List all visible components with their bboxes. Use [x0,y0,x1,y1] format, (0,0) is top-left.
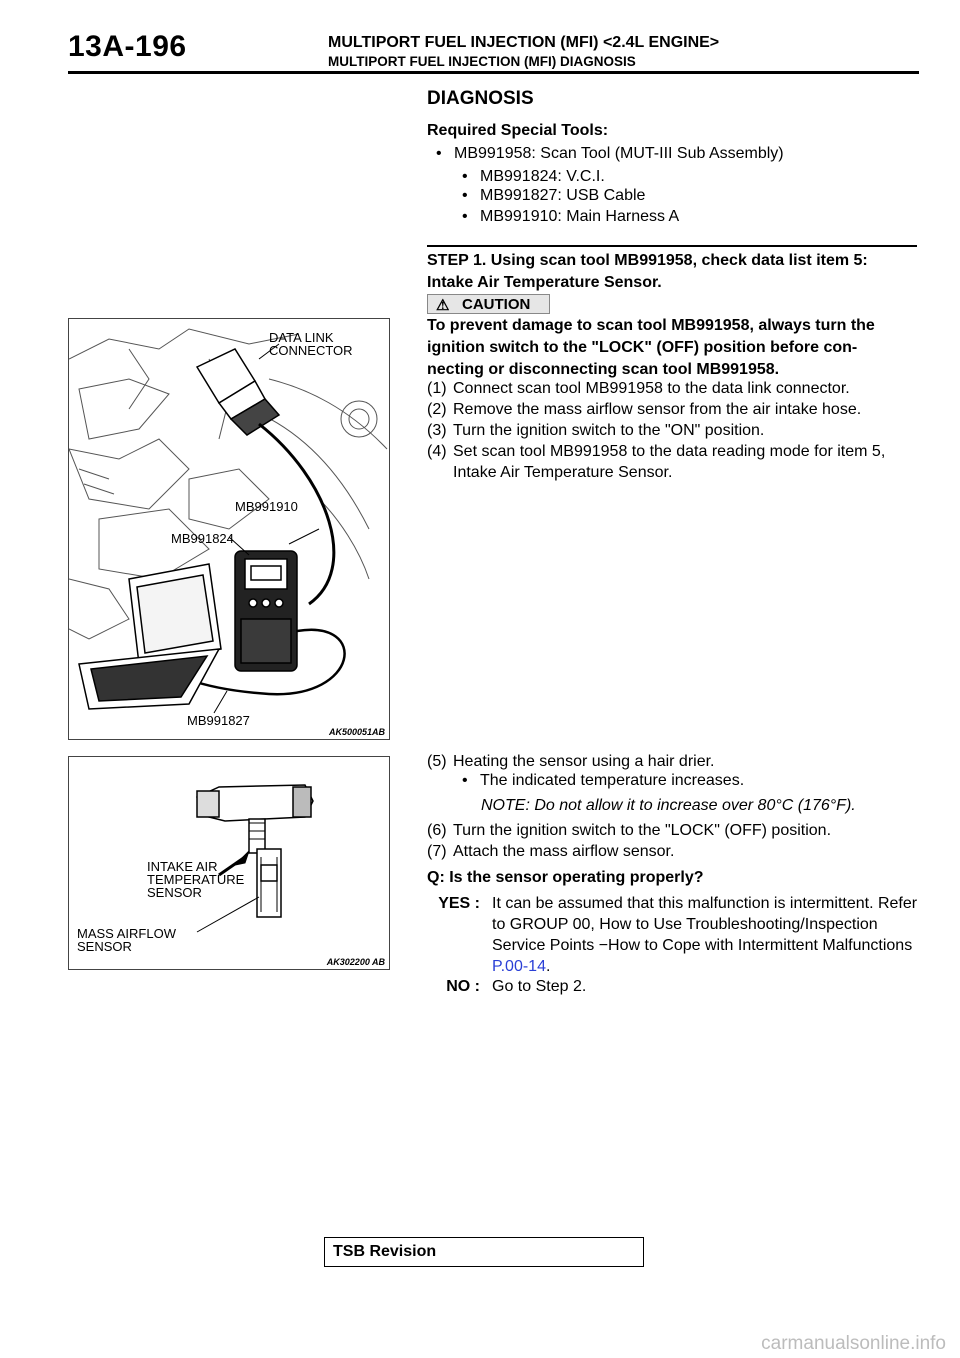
caution-label: CAUTION [462,296,531,313]
scan-tool-figure [68,318,390,740]
caution-box [427,294,550,314]
procedure-step: (3) Turn the ignition switch to the "ON" position. [427,422,765,439]
note-text: NOTE: Do not allow it to increase over 80°C (176°F). [481,797,856,814]
yes-answer [422,893,922,981]
watermark: carmanualsonline.info [761,1333,946,1354]
usb-callout: MB991827 [187,713,250,728]
tool-item: • MB991958: Scan Tool (MUT-III Sub Assembly) [436,145,784,162]
tool-item: • MB991827: USB Cable [462,187,646,204]
step-rule [427,245,917,247]
iat-sensor-callout: INTAKE AIR TEMPERATURE SENSOR [147,859,245,900]
diagnosis-question: Q: Is the sensor operating properly? [427,869,704,886]
tool-item: • MB991824: V.C.I. [462,168,605,185]
maf-sensor-figure [68,756,390,970]
procedure-step: (2) Remove the mass airflow sensor from the air intake hose. [427,401,862,418]
tools-heading: Required Special Tools: [427,122,609,139]
header-rule [68,71,919,74]
figure-id: AK500051AB [328,727,385,737]
scan-tool-illustration [69,319,389,739]
no-text: Go to Step 2. [492,978,587,995]
no-key: NO : [446,978,480,995]
yes-key: YES : [438,895,480,912]
no-answer [422,976,922,998]
page-reference-link[interactable]: P.00-14 [492,958,546,975]
procedure-step: (5) Heating the sensor using a hair drier. [427,753,715,770]
step-heading: STEP 1. Using scan tool MB991958, check data list item 5: Intake Air Temperature Sensor. [427,252,868,291]
procedure-step: (4) Set scan tool MB991958 to the data reading mode for item 5, Intake Air Temperature Sensor. [427,443,886,481]
result-bullet: • The indicated temperature increases. [462,772,745,789]
procedure-list-b [427,751,922,772]
chapter-title: MULTIPORT FUEL INJECTION (MFI) <2.4L ENGINE> [328,34,720,51]
yes-text: It can be assumed that this malfunction is intermittent. Refer to GROUP 00, How to Use Troubleshooting/Inspection Service Points −How to Cope with Intermittent Malfunctions P.00-14. [492,895,918,975]
section-title: DIAGNOSIS [427,88,534,109]
procedure-list-c [427,820,922,862]
procedure-list [427,378,922,483]
dlc-callout: DATA LINK CONNECTOR [269,330,353,358]
maf-sensor-callout: MASS AIRFLOW SENSOR [77,926,176,954]
figure-id: AK302200 AB [326,957,385,967]
procedure-step: (7) Attach the mass airflow sensor. [427,843,675,860]
chapter-subtitle: MULTIPORT FUEL INJECTION (MFI) DIAGNOSIS [328,54,636,69]
procedure-step: (6) Turn the ignition switch to the "LOCK" (OFF) position. [427,822,832,839]
page-number: 13A-196 [68,30,187,63]
procedure-step: (1) Connect scan tool MB991958 to the data link connector. [427,380,850,397]
tool-item: • MB991910: Main Harness A [462,208,680,225]
vci-callout: MB991824 [171,531,234,546]
tsb-revision-box: TSB Revision [324,1237,644,1267]
harness-callout: MB991910 [235,499,298,514]
warning-triangle-icon: ⚠ [436,297,450,314]
caution-text: To prevent damage to scan tool MB991958, always turn the ignition switch to the "LOCK" (OFF) position before con- necting or disconnecting scan tool MB991958. [427,317,875,378]
